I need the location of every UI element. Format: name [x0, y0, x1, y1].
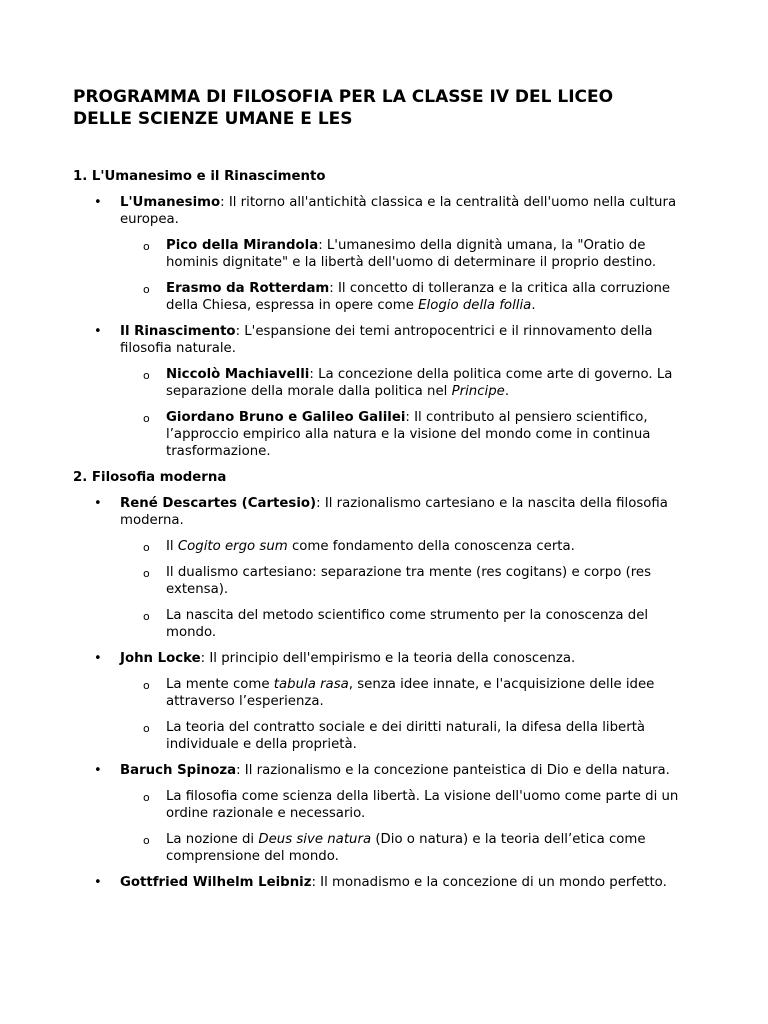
- sub-list: [120, 676, 698, 753]
- description: La nozione di: [166, 832, 259, 847]
- description: come fondamento della conoscenza certa.: [287, 539, 575, 554]
- sub-list-item: [120, 719, 698, 753]
- description: (Dio o natura) e la teoria dell’etica come comprensione del mondo.: [166, 832, 646, 864]
- description: : Il monadismo e la concezione di un mondo perfetto.: [311, 875, 667, 890]
- work-title: Principe: [451, 384, 505, 399]
- circle-bullet-icon: o: [143, 240, 150, 253]
- list-item: [73, 323, 698, 460]
- description: : L'umanesimo della dignità umana, la "Oratio de hominis dignitate" e la libertà dell'uomo di determinare il proprio destino.: [166, 238, 657, 270]
- term: Baruch Spinoza: [120, 763, 237, 778]
- circle-bullet-icon: o: [143, 541, 150, 554]
- description: : Il principio dell'empirismo e la teoria della conoscenza.: [200, 651, 576, 666]
- bullet-icon: •: [94, 651, 102, 666]
- sub-list-item: [120, 409, 698, 460]
- latin-phrase: Deus sive natura: [258, 832, 372, 847]
- description: : L'espansione dei temi antropocentrici e il rinnovamento della filosofia naturale.: [120, 324, 653, 356]
- circle-bullet-icon: o: [143, 679, 150, 692]
- sub-list-item: [120, 676, 698, 710]
- sub-list-item: [120, 538, 698, 555]
- term: Giordano Bruno e Galileo Galilei: [166, 410, 406, 425]
- description: La filosofia come scienza della libertà. La visione dell'uomo come parte di un ordine razionale e necessario.: [166, 789, 679, 821]
- sub-list: [120, 538, 698, 641]
- bullet-icon: •: [94, 195, 102, 210]
- circle-bullet-icon: o: [143, 610, 150, 623]
- description: La mente come: [166, 677, 274, 692]
- description: : Il razionalismo e la concezione panteistica di Dio e della natura.: [236, 763, 670, 778]
- term: Pico della Mirandola: [166, 238, 319, 253]
- section-title-filosofia-moderna: 2. Filosofia moderna: [73, 470, 227, 485]
- list-item: [73, 650, 698, 753]
- term: Erasmo da Rotterdam: [166, 281, 330, 296]
- sub-list-item: [120, 366, 698, 400]
- sub-list-item: [120, 564, 698, 598]
- circle-bullet-icon: o: [143, 834, 150, 847]
- document-body: [73, 168, 698, 900]
- bullet-icon: •: [94, 875, 102, 890]
- term: Gottfried Wilhelm Leibniz: [120, 875, 312, 890]
- description: : La concezione della politica come arte di governo. La separazione della morale dalla politica nel: [166, 367, 673, 399]
- list-item: [73, 495, 698, 641]
- term: Niccolò Machiavelli: [166, 367, 310, 382]
- bullet-icon: •: [94, 324, 102, 339]
- work-title: Elogio della follia: [418, 298, 532, 313]
- sub-list: [120, 366, 698, 460]
- description: : Il concetto di tolleranza e la critica alla corruzione della Chiesa, espressa in opere come: [166, 281, 671, 313]
- term: Il Rinascimento: [120, 324, 236, 339]
- section-list-filosofia-moderna: [73, 495, 698, 891]
- sub-list-item: [120, 237, 698, 271]
- bullet-icon: •: [94, 496, 102, 511]
- punctuation: .: [531, 298, 536, 313]
- list-item: [73, 194, 698, 314]
- document-title: [73, 86, 713, 130]
- list-item: [73, 762, 698, 865]
- description: Il: [166, 539, 178, 554]
- description: , senza idee innate, e l'acquisizione delle idee attraverso l’esperienza.: [166, 677, 655, 709]
- description: Il dualismo cartesiano: separazione tra mente (res cogitans) e corpo (res extensa).: [166, 565, 652, 597]
- circle-bullet-icon: o: [143, 722, 150, 735]
- description: : Il ritorno all'antichità classica e la centralità dell'uomo nella cultura europea.: [120, 195, 677, 227]
- description: La teoria del contratto sociale e dei diritti naturali, la difesa della libertà individuale e della proprietà.: [166, 720, 646, 752]
- description: La nascita del metodo scientifico come strumento per la conoscenza del mondo.: [166, 608, 649, 640]
- circle-bullet-icon: o: [143, 412, 150, 425]
- description: : Il razionalismo cartesiano e la nascita della filosofia moderna.: [120, 496, 668, 528]
- description: : Il contributo al pensiero scientifico, l’approccio empirico alla natura e la visione del mondo come in continua trasformazione.: [166, 410, 651, 459]
- term: John Locke: [120, 651, 201, 666]
- latin-phrase: Cogito ergo sum: [177, 539, 288, 554]
- section-title-umanesimo: 1. L'Umanesimo e il Rinascimento: [73, 169, 326, 184]
- list-item: [73, 874, 698, 891]
- sub-list-item: [120, 831, 698, 865]
- sub-list-item: [120, 607, 698, 641]
- sub-list: [120, 237, 698, 314]
- sub-list: [120, 788, 698, 865]
- circle-bullet-icon: o: [143, 369, 150, 382]
- term: L'Umanesimo: [120, 195, 221, 210]
- circle-bullet-icon: o: [143, 791, 150, 804]
- sub-list-item: [120, 280, 698, 314]
- term: René Descartes (Cartesio): [120, 496, 317, 511]
- title-line-2: DELLE SCIENZE UMANE E LES: [73, 109, 353, 129]
- circle-bullet-icon: o: [143, 567, 150, 580]
- circle-bullet-icon: o: [143, 283, 150, 296]
- bullet-icon: •: [94, 763, 102, 778]
- sub-list-item: [120, 788, 698, 822]
- latin-phrase: tabula rasa: [273, 677, 349, 692]
- title-line-1: PROGRAMMA DI FILOSOFIA PER LA CLASSE IV DEL LICEO: [73, 87, 614, 107]
- section-list-umanesimo: [73, 194, 698, 460]
- punctuation: .: [504, 384, 510, 399]
